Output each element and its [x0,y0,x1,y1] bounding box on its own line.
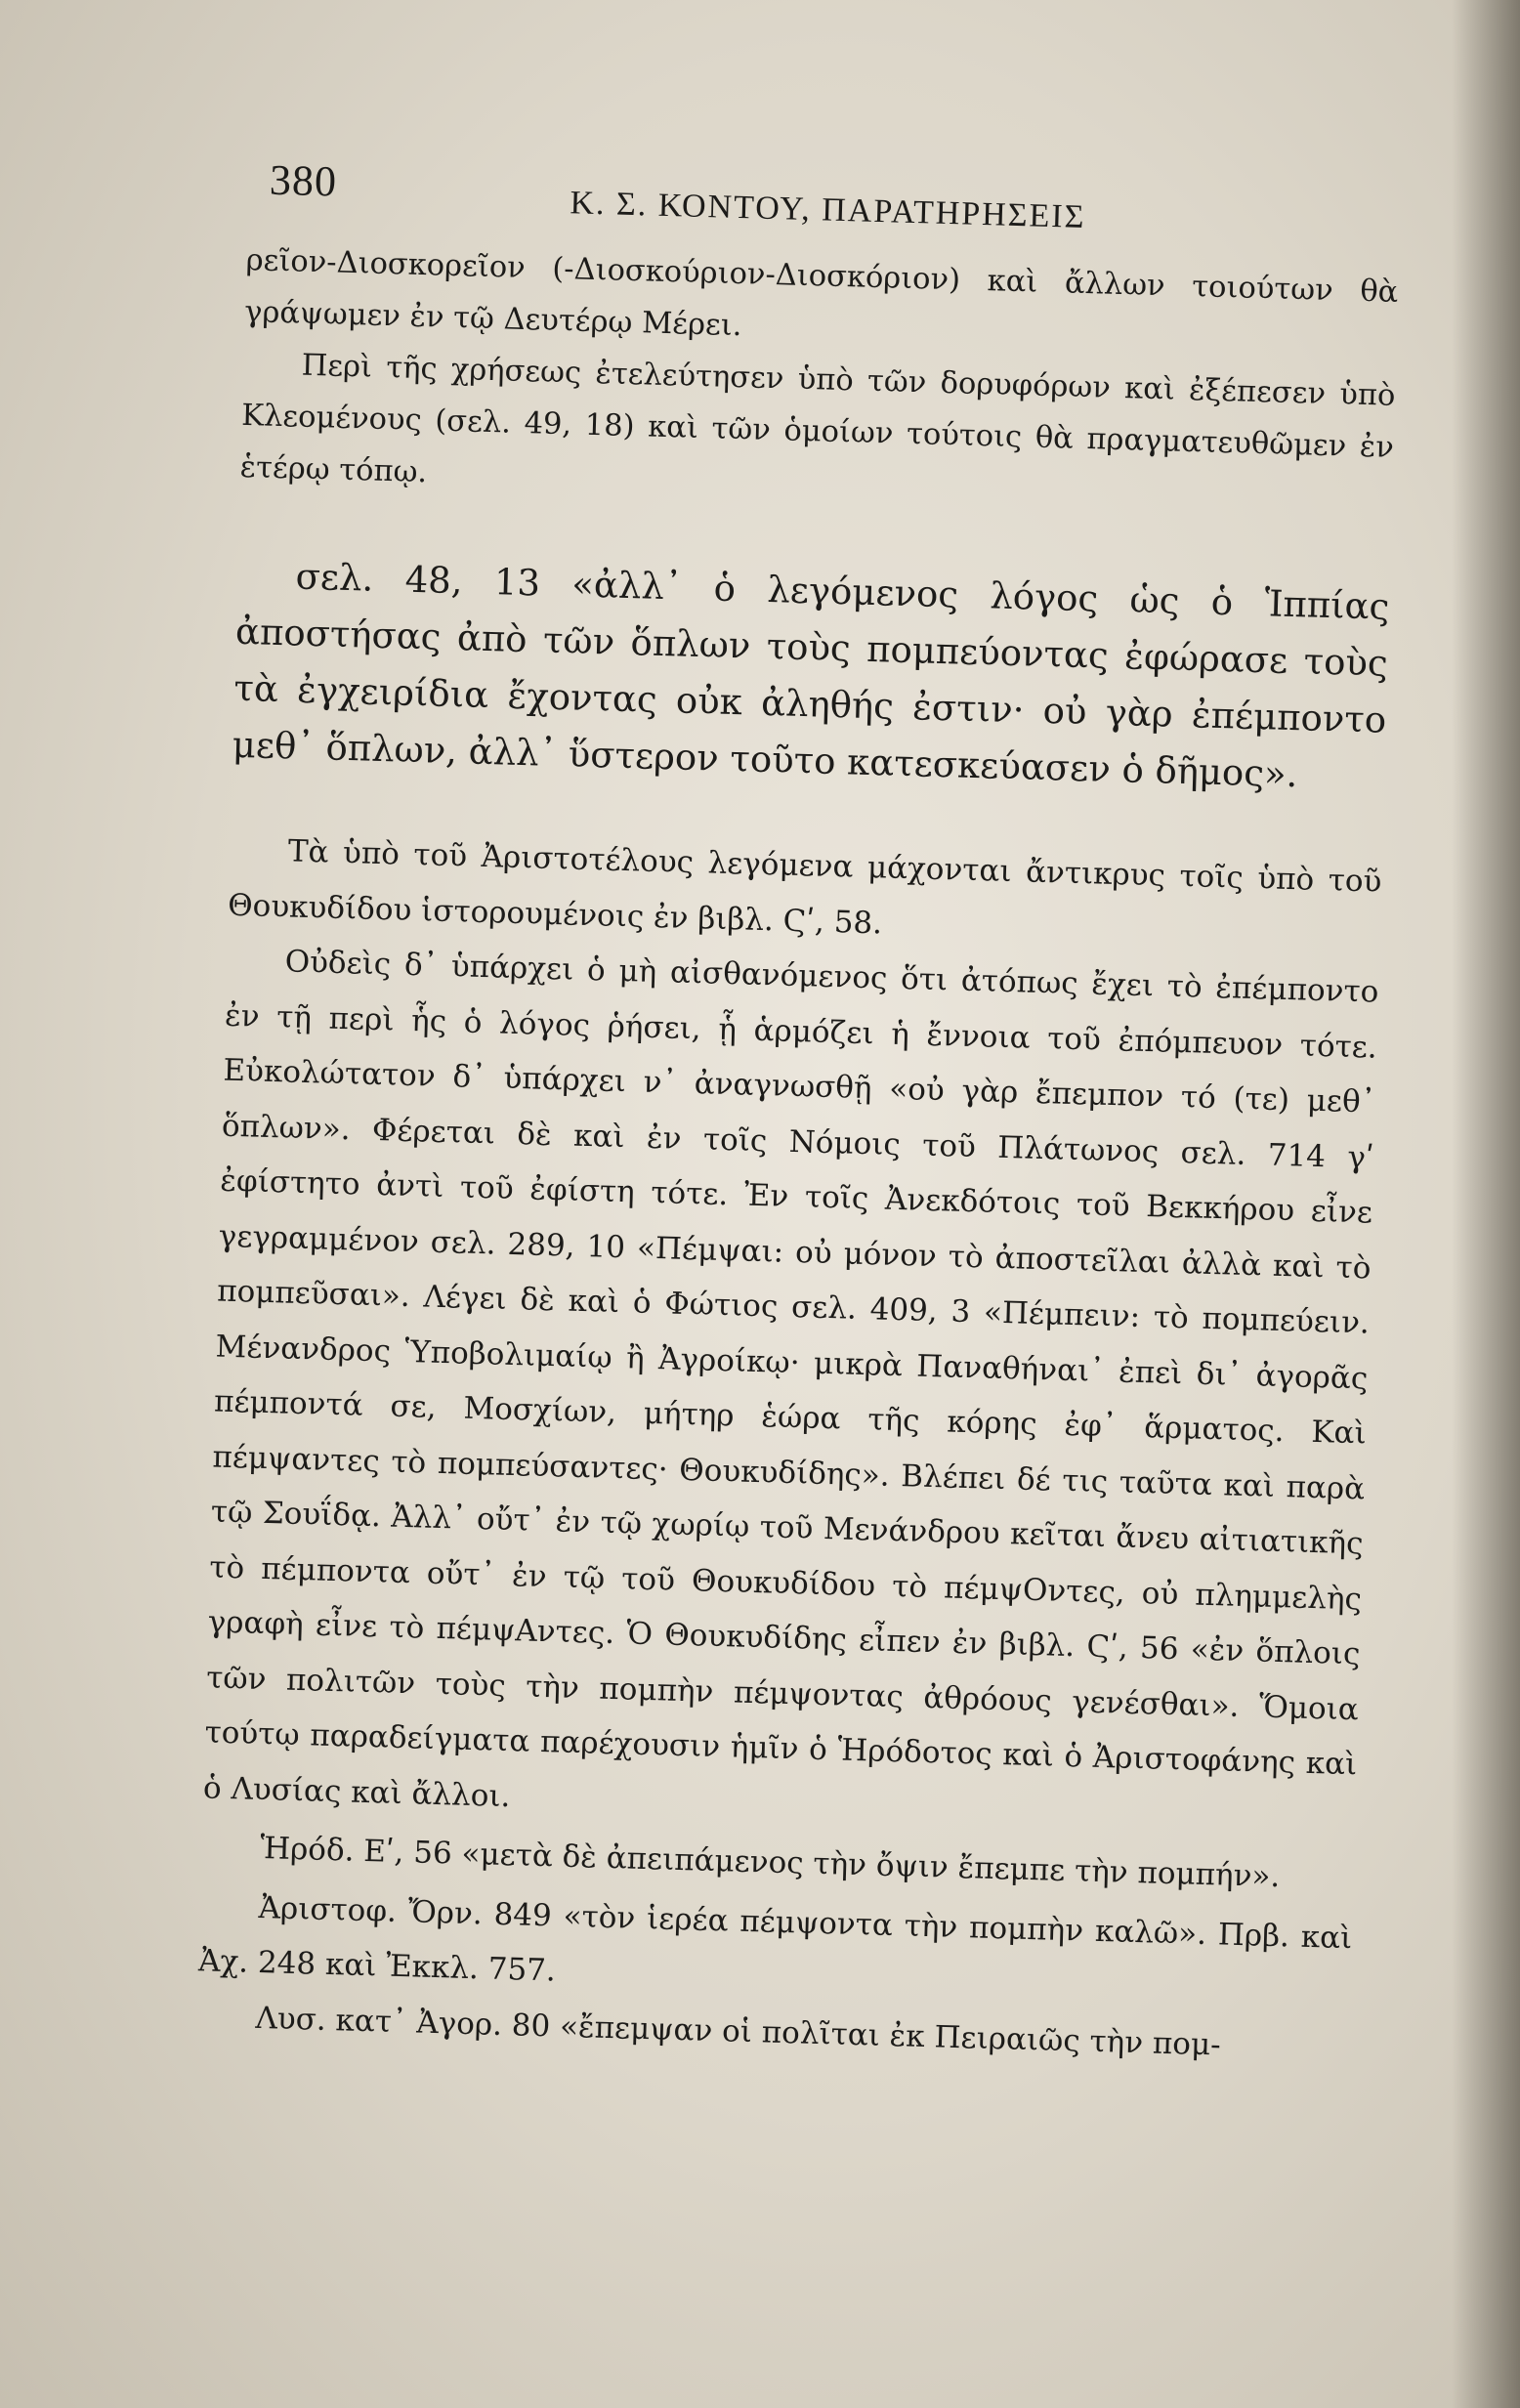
quoted-passage [232,547,1390,806]
intro-paragraph-1: ρεῖον-Διοσκορεῖον (-Διοσκούριον-Διοσκόριον) καὶ ἄλλων τοιούτων θὰ γράψωμεν ἐν τῷ Δευτέρῳ Μέρει. [243,242,1399,344]
paragraph-aristotle: Τὰ ὑπὸ τοῦ Ἀριστοτέλους λεγόμενα μάχονται ἄντικρυς τοῖς ὑπὸ τοῦ Θουκυδίδου ἱστορουμένοις ἐν βιβλ. Ϛʹ, 58. [227,833,1382,941]
quote-paragraph: σελ. 48, 13 «ἀλλ᾽ ὁ λεγόμενος λόγος ὡς ὁ Ἱππίας ἀποστήσας ἀπὸ τῶν ὅπλων τοὺς πομπεύοντας ἐφώρασε τοὺς τὰ ἐγχειρίδια ἔχοντας οὐκ ἀληθής ἐστιν· οὐ γὰρ ἐπέμποντο μεθ᾽ ὅπλων, ἀλλ᾽ ὕστερον τοῦτο κατεσκεύασεν ὁ δῆμος». [232,555,1390,796]
paragraph-herodotus: Ἡρόδ. Εʹ, 56 «μετὰ δὲ ἀπειπάμενος τὴν ὄψιν ἔπεμπε τὴν πομπήν». [259,1831,1281,1895]
intro-text [239,234,1399,526]
paragraph-lysias: Λυσ. κατ᾽ Ἀγορ. 80 «ἔπεμψαν οἱ πολῖται ἐκ Πειραιῶς τὴν πομ- [255,2000,1222,2063]
book-page [188,147,1420,2377]
page-edge-shadow [1452,0,1520,2408]
intro-paragraph-2: Περὶ τῆς χρήσεως ἐτελεύτησεν ὑπὸ τῶν δορυφόρων καὶ ἐξέπεσεν ὑπὸ Κλεομένους (σελ. 49, 18) καὶ τῶν ὁμοίων τούτοις θὰ πραγματευθῶμεν ἐν ἑτέρῳ τόπῳ. [239,348,1396,490]
paragraph-discussion: Οὐδεὶς δ᾽ ὑπάρχει ὁ μὴ αἰσθανόμενος ὅτι ἀτόπως ἔχει τὸ ἐπέμποντο ἐν τῇ περὶ ἧς ὁ λόγος ῥήσει, ᾗ ἁρμόζει ἡ ἔννοια τοῦ ἐπόμπευον τότε. Εὐκολώτατον δ᾽ ὑπάρχει ν᾽ ἀναγνωσθῇ «οὐ γὰρ ἔπεμπον τό (τε) μεθ᾽ ὅπλων». Φέρεται δὲ καὶ ἐν τοῖς Νόμοις τοῦ Πλάτωνος σελ. 714 γʹ ἐφίστητο ἀντὶ τοῦ ἐφίστη τότε. Ἐν τοῖς Ἀνεκδότοις τοῦ Βεκκήρου εἶνε γεγραμμένον σελ. 289, 10 «Πέμψαι: οὐ μόνον τὸ ἀποστεῖλαι ἀλλὰ καὶ τὸ πομπεῦσαι». Λέγει δὲ καὶ ὁ Φώτιος σελ. 409, 3 «Πέμπειν: τὸ πομπεύειν. Μένανδρος Ὑποβολιμαίῳ ἢ Ἀγροίκῳ· μικρὰ Παναθήναι᾽ ἐπεὶ δι᾽ ἀγορᾶς πέμποντά σε, Μοσχίων, μήτηρ ἑώρα τῆς κόρης ἐφ᾽ ἅρματος. Καὶ πέμψαντες τὸ πομπεύσαντες· Θουκυδίδης». Βλέπει δέ τις ταῦτα καὶ παρὰ τῷ Σουΐδᾳ. Ἀλλ᾽ οὔτ᾽ ἐν τῷ χωρίῳ τοῦ Μενάνδρου κεῖται ἄνευ αἰτιατικῆς τὸ πέμποντα οὔτ᾽ ἐν τῷ τοῦ Θουκυδίδου τὸ πέμψΟντες, οὐ πλημμελὴς γραφὴ εἶνε τὸ πέμψΑντες. Ὁ Θουκυδίδης εἶπεν ἐν βιβλ. Ϛʹ, 56 «ἐν ὅπλοις τῶν πολιτῶν τοὺς τὴν πομπὴν πέμψοντας ἀθρόους γενέσθαι». Ὅμοια τούτῳ παραδείγματα παρέχουσιν ἡμῖν ὁ Ἡρόδοτος καὶ ὁ Ἀριστοφάνης καὶ ὁ Λυσίας καὶ ἄλλοι. [202,944,1379,1814]
paragraph-aristophanes: Ἀριστοφ. Ὄρν. 849 «τὸν ἱερέα πέμψοντα τὴν πομπὴν καλῶ». Πρβ. καὶ Ἀχ. 248 καὶ Ἐκκλ. 757. [197,1889,1353,1989]
running-head: Κ. Σ. ΚΟΝΤΟΥ, ΠΑΡΑΤΗΡΗΣΕΙΣ [570,185,1086,235]
main-text [196,823,1382,2076]
page-number: 380 [269,155,338,206]
